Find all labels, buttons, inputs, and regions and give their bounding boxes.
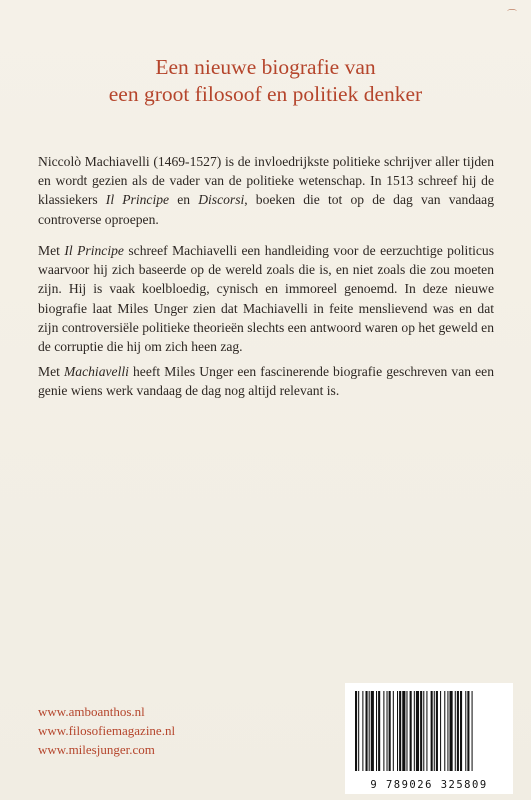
barcode-bar xyxy=(444,691,445,771)
title-il-principe: Il Principe xyxy=(105,192,170,208)
link-filosofiemagazine[interactable]: www.filosofiemagazine.nl xyxy=(38,723,176,738)
headline-line-1: Een nieuwe biografie van xyxy=(155,55,376,79)
paragraph-intro-text-a: Niccolò Machiavelli (1469-1527) is de invloedrijkste politieke schrijver aller tijden en wordt gezien als de vader van de politieke wetenschap. In 1513 schreef hij de klassiekers xyxy=(38,154,494,208)
title-machiavelli: Machiavelli xyxy=(63,364,129,379)
barcode-bar xyxy=(393,691,394,771)
barcode-number: 9 789026 325809 xyxy=(370,779,488,791)
barcode-bar xyxy=(472,691,473,771)
barcode-bar xyxy=(406,691,407,771)
barcode-bar xyxy=(450,691,453,771)
barcode-bar xyxy=(457,691,459,771)
barcode-bar xyxy=(426,691,427,771)
barcode-bar xyxy=(383,691,384,771)
barcode-bar xyxy=(436,691,438,771)
barcode-bar xyxy=(376,691,377,771)
barcode-bar xyxy=(410,691,412,771)
barcode-bar xyxy=(399,691,401,771)
barcode-bar xyxy=(378,691,380,771)
paragraph-conclusion-text-c: heeft Miles Unger een fascinerende biografie geschreven van een genie wiens werk vandaag de dag nog altijd relevant is. xyxy=(38,364,494,399)
barcode-bar xyxy=(467,691,469,771)
barcode-bar xyxy=(447,691,448,771)
title-discorsi: Discorsi xyxy=(198,192,245,208)
title-il-principe-2: Il Principe xyxy=(64,243,124,258)
barcode-bar xyxy=(355,691,357,771)
paragraph-il-principe xyxy=(38,241,494,356)
barcode-bar xyxy=(416,691,419,771)
barcode-bar xyxy=(362,691,363,771)
barcode-bar xyxy=(431,691,433,771)
paragraph-il-principe-text-c: schreef Machiavelli een handleiding voor de eerzuchtige politicus waarvoor hij zich baseerde op de wereld zoals die is, en niet zoals die zou moeten zijn. Hij is vaak koelbloedig, cynisch en immoreel genoemd. In deze nieuwe biografie laat Miles Unger zien dat Machiavelli in feite menslievend was en dat zijn controversiële politieke theorieën slechts een antwoord waren op het geweld en de corruptie die hij om zich heen zag. xyxy=(38,243,495,355)
barcode-bar xyxy=(465,691,466,771)
paragraph-intro-text-e: , boeken die tot op de dag van vandaag controverse oproepen. xyxy=(38,192,494,227)
link-milesjunger[interactable]: www.milesjunger.com xyxy=(38,742,155,757)
barcode-bar xyxy=(414,691,415,771)
barcode-bar xyxy=(397,691,398,771)
barcode-bars xyxy=(345,683,513,794)
paragraph-conclusion-text-a: Met xyxy=(38,364,64,379)
barcode-bar xyxy=(358,691,359,771)
barcode-bar xyxy=(387,691,388,771)
barcode-bar xyxy=(369,691,370,771)
corner-mark: ⌒ xyxy=(507,10,517,21)
link-amboanthos[interactable]: www.amboanthos.nl xyxy=(38,704,145,719)
paragraph-intro xyxy=(38,152,494,229)
paragraph-il-principe-text-a: Met xyxy=(38,243,65,258)
barcode-bar xyxy=(460,691,462,771)
headline-line-2: een groot filosoof en politiek denker xyxy=(108,82,423,106)
barcode-bar xyxy=(440,691,441,771)
barcode-bar xyxy=(371,691,374,771)
barcode-bar xyxy=(389,691,391,771)
paragraph-intro-text-c: en xyxy=(169,192,199,208)
headline xyxy=(0,54,531,108)
paragraph-conclusion xyxy=(38,362,494,400)
barcode-bar xyxy=(423,691,424,771)
barcode-bar xyxy=(366,691,368,771)
barcode-bar xyxy=(420,691,422,771)
isbn-barcode xyxy=(345,683,513,794)
barcode-bar xyxy=(402,691,405,771)
barcode-bar xyxy=(434,691,435,771)
barcode-bar xyxy=(455,691,456,771)
website-links xyxy=(38,702,175,759)
